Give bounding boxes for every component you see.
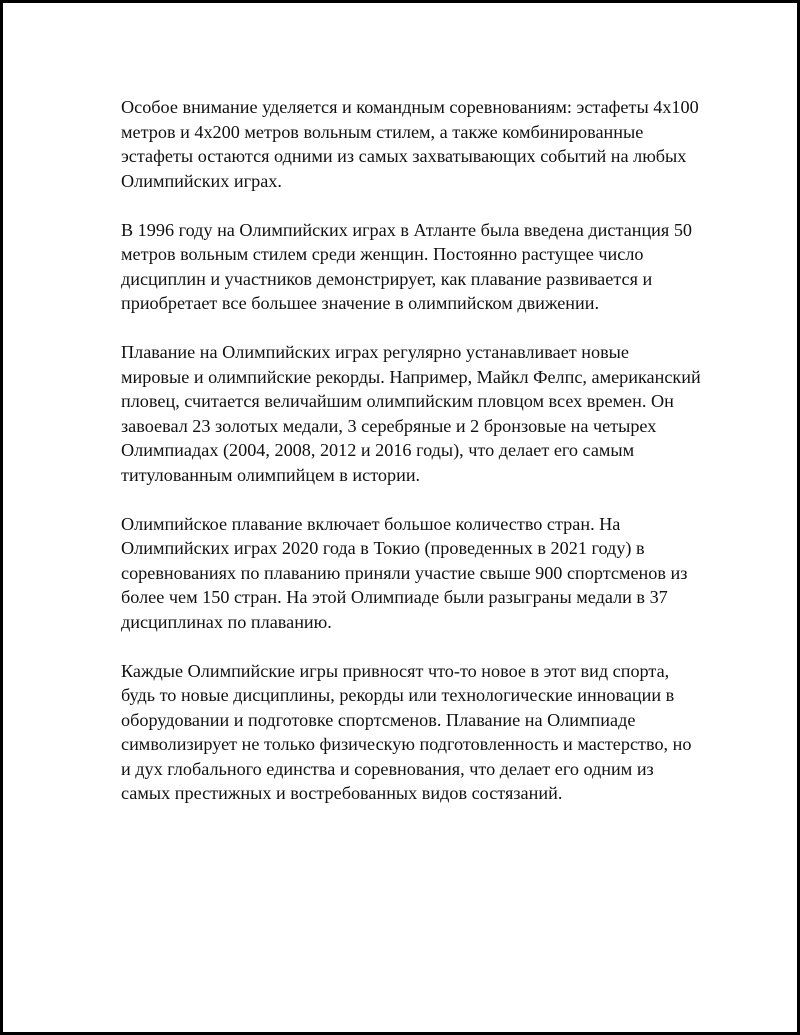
document-body: [121, 95, 701, 830]
paragraph-atlanta-1996: В 1996 году на Олимпийских играх в Атланте была введена дистанция 50 метров вольным стилем среди женщин. Постоянно растущее число дисциплин и участников демонстрирует, как плавание развивается и приобретает все большее значение в олимпийском движении.: [121, 219, 693, 313]
paragraph-records-phelps: Плавание на Олимпийских играх регулярно устанавливает новые мировые и олимпийские рекорды. Например, Майкл Фелпс, американский пловец, считается величайшим олимпийским пловцом всех времен. Он завоевал 23 золотых медали, 3 серебряные и 2 бронзовые на четырех Олимпиадах (2004, 2008, 2012 и 2016 годы), что делает его самым титулованным олимпийцем в истории.: [121, 342, 701, 485]
paragraph-tokyo-2020: Олимпийское плавание включает большое количество стран. На Олимпийских играх 2020 года в Токио (проведенных в 2021 году) в соревнованиях по плаванию приняли участие свыше 900 спортсменов из более чем 150 стран. На этой Олимпиаде были разыграны медали в 37 дисциплинах по плаванию.: [121, 513, 688, 632]
paragraph-relays: Особое внимание уделяется и командным соревнованиям: эстафеты 4x100 метров и 4x200 метров вольным стилем, а также комбинированные эстафеты остаются одними из самых захватывающих событий на любых Олимпийских играх.: [121, 97, 699, 191]
paragraph-conclusion: Каждые Олимпийские игры привносят что-то новое в этот вид спорта, будь то новые дисциплины, рекорды или технологические инновации в оборудовании и подготовке спортсменов. Плавание на Олимпиаде символизирует не только физическую подготовленность и мастерство, но и дух глобального единства и соревнования, что делает его одним из самых престижных и востребованных видов состязаний.: [121, 660, 692, 803]
